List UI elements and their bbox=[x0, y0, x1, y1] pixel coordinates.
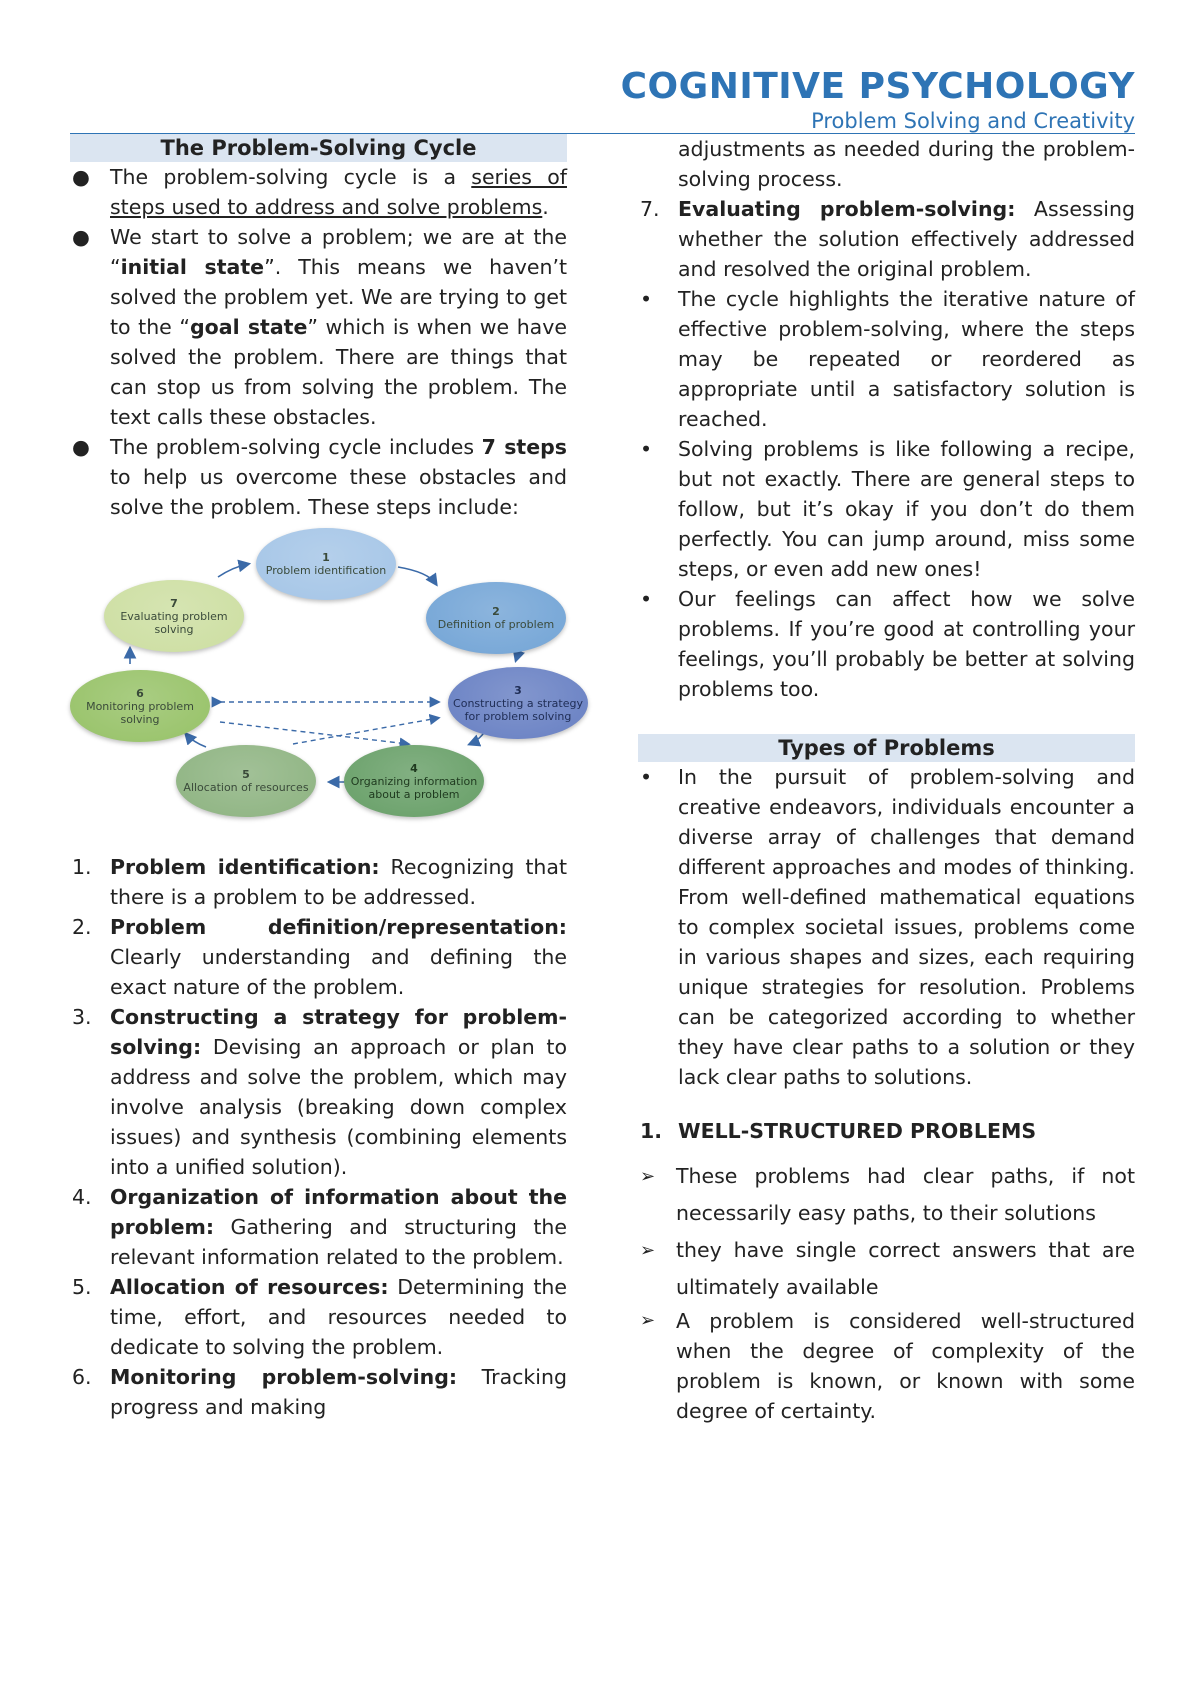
left-column bbox=[70, 134, 583, 1422]
node-label: Organizing information about a problem bbox=[350, 774, 478, 801]
cycle-node-1 bbox=[256, 528, 396, 600]
bullet-text: ”. This means we haven’t solved the problem yet. We are trying to get to the “ bbox=[110, 255, 568, 339]
term-initial-state: initial state bbox=[120, 255, 265, 279]
node-label: Definition of problem bbox=[437, 618, 555, 631]
arrow-list-item bbox=[638, 1232, 1135, 1306]
bullet-dot-icon: • bbox=[640, 287, 653, 311]
arrow-list-item bbox=[638, 1158, 1135, 1232]
cycle-node-4 bbox=[344, 745, 484, 817]
step-item bbox=[70, 852, 567, 912]
subheading-number: 1. bbox=[640, 1119, 663, 1143]
bullet-item bbox=[638, 284, 1135, 434]
arrow-bullet-icon: ➢ bbox=[640, 1240, 656, 1261]
page-header bbox=[0, 66, 1135, 133]
step-title: Allocation of resources: bbox=[110, 1275, 389, 1299]
arrow-bullet-icon: ➢ bbox=[640, 1310, 656, 1331]
bullet-text: Solving problems is like following a recipe, but not exactly. There are general steps to follow, but it’s okay if you don’t do them perfectly. You can jump around, miss some steps, or even add new ones! bbox=[678, 437, 1135, 581]
arrow-1-2 bbox=[398, 567, 436, 584]
step-title: Problem definition/representation: bbox=[110, 915, 567, 939]
steps-list bbox=[70, 852, 567, 1422]
step-text: Devising an approach or plan to address and solve the problem, which may involve analysis (breaking down complex issues) and synthesis (combining elements into a unified solution). bbox=[110, 1035, 567, 1179]
step-item bbox=[638, 194, 1135, 284]
bullet-item bbox=[70, 162, 567, 222]
bullet-dot-icon: • bbox=[640, 437, 653, 461]
bullet-item bbox=[638, 434, 1135, 584]
underlined-phrase: series of steps used to address and solve problems bbox=[110, 165, 567, 219]
step-title: Monitoring problem-solving: bbox=[110, 1365, 458, 1389]
step-6-continuation: adjustments as needed during the problem-solving process. bbox=[678, 137, 1135, 191]
bullet-item bbox=[70, 222, 567, 432]
step-item bbox=[70, 1002, 567, 1182]
subheading-well-structured bbox=[638, 1116, 1135, 1146]
bullet-dot-icon: • bbox=[640, 765, 653, 789]
step-text: Gathering and structuring the relevant information related to the problem. bbox=[110, 1215, 567, 1269]
section-heading-cycle: The Problem-Solving Cycle bbox=[70, 134, 567, 162]
step-number: 1. bbox=[72, 855, 92, 879]
bullet-dot-icon: ● bbox=[72, 225, 90, 249]
term-goal-state: goal state bbox=[190, 315, 308, 339]
bullet-item bbox=[638, 584, 1135, 704]
list-text: These problems had clear paths, if not necessarily easy paths, to their solutions bbox=[676, 1164, 1135, 1225]
bullet-text: The cycle highlights the iterative nature of effective problem-solving, where the steps may be repeated or reordered as appropriate until a satisfactory solution is reached. bbox=[678, 287, 1135, 431]
bullet-text: The problem-solving cycle includes bbox=[110, 435, 482, 459]
step-item bbox=[70, 912, 567, 1002]
bullet-text: The problem-solving cycle is a bbox=[110, 165, 472, 189]
node-label: Constructing a strategy for problem solving bbox=[453, 696, 583, 723]
node-number: 1 bbox=[322, 551, 330, 564]
subheading-title: WELL-STRUCTURED PROBLEMS bbox=[678, 1119, 1037, 1143]
cycle-node-6 bbox=[70, 670, 210, 742]
step-number: 2. bbox=[72, 915, 92, 939]
step-title: Constructing a strategy for problem-solving: bbox=[110, 1005, 567, 1059]
step-text: Recognizing that there is a problem to be addressed. bbox=[110, 855, 567, 909]
document-title: COGNITIVE PSYCHOLOGY bbox=[620, 66, 1135, 107]
bullet-dot-icon: • bbox=[640, 587, 653, 611]
step-text: Tracking progress and making bbox=[110, 1365, 567, 1419]
step-title: Organization of information about the problem: bbox=[110, 1185, 567, 1239]
step-text: Assessing whether the solution effectively addressed and resolved the original problem. bbox=[678, 197, 1135, 281]
node-number: 6 bbox=[136, 686, 144, 700]
step-item bbox=[70, 1272, 567, 1362]
step-number: 4. bbox=[72, 1185, 92, 1209]
bullet-text: . bbox=[542, 195, 549, 219]
step-item bbox=[70, 1182, 567, 1272]
step-text: Clearly understanding and defining the exact nature of the problem. bbox=[110, 945, 567, 999]
cycle-node-2 bbox=[426, 582, 566, 654]
node-number: 7 bbox=[170, 596, 178, 610]
bullet-text: ” which is when we have solved the problem. There are things that can stop us from solving the problem. The text calls these obstacles. bbox=[110, 315, 567, 429]
step-number: 5. bbox=[72, 1275, 92, 1299]
bullet-text: Our feelings can affect how we solve problems. If you’re good at controlling your feelings, you’ll probably be better at solving problems too. bbox=[678, 587, 1135, 701]
bullet-dot-icon: ● bbox=[72, 435, 90, 459]
step-item bbox=[70, 1362, 567, 1422]
cycle-node-7 bbox=[104, 580, 244, 652]
step-title: Problem identification: bbox=[110, 855, 380, 879]
section-heading-types: Types of Problems bbox=[638, 734, 1135, 762]
step-number: 7. bbox=[640, 197, 660, 221]
node-label: Problem identification bbox=[265, 564, 387, 577]
node-label: Allocation of resources bbox=[183, 781, 309, 794]
arrow-7-1 bbox=[218, 564, 248, 577]
step-title: Evaluating problem-solving: bbox=[678, 197, 1016, 221]
step-text: Determining the time, effort, and resources needed to dedicate to solving the problem. bbox=[110, 1275, 568, 1359]
node-number: 2 bbox=[492, 605, 500, 618]
bullet-text: to help us overcome these obstacles and solve the problem. These steps include: bbox=[110, 465, 567, 519]
right-column bbox=[638, 134, 1135, 1426]
arrow-5-6 bbox=[186, 734, 206, 747]
node-label: Monitoring problem solving bbox=[86, 699, 194, 726]
bullet-text: We start to solve a problem; we are at the “ bbox=[110, 225, 567, 279]
cycle-node-3 bbox=[448, 667, 588, 739]
bullet-dot-icon: ● bbox=[72, 165, 90, 189]
list-text: they have single correct answers that are ultimately available bbox=[676, 1238, 1135, 1299]
node-number: 5 bbox=[242, 768, 250, 781]
bullet-text: In the pursuit of problem-solving and creative endeavors, individuals encounter a diverse array of challenges that demand different approaches and modes of thinking. From well-defined mathematical equations to complex societal issues, problems come in various shapes and sizes, each requiring unique strategies for resolution. Problems can be categorized according to whether they have clear paths to a solution or they lack clear paths to solutions. bbox=[678, 765, 1135, 1089]
bullet-item bbox=[70, 432, 567, 522]
dashed-link-5-3 bbox=[293, 718, 438, 744]
cycle-node-5 bbox=[176, 745, 316, 817]
document-subtitle: Problem Solving and Creativity bbox=[811, 109, 1135, 133]
arrow-list-item bbox=[638, 1306, 1135, 1426]
step-number: 6. bbox=[72, 1365, 92, 1389]
list-text: A problem is considered well-structured when the degree of complexity of the problem is known, or known with some degree of certainty. bbox=[676, 1309, 1135, 1423]
problem-solving-cycle-diagram bbox=[68, 522, 588, 842]
bullet-item bbox=[638, 762, 1135, 1092]
node-number: 4 bbox=[410, 761, 418, 775]
step-number: 3. bbox=[72, 1005, 92, 1029]
node-number: 3 bbox=[514, 683, 522, 697]
node-label: Evaluating problem solving bbox=[120, 609, 228, 636]
arrow-bullet-icon: ➢ bbox=[640, 1166, 656, 1187]
term-7-steps: 7 steps bbox=[481, 435, 567, 459]
